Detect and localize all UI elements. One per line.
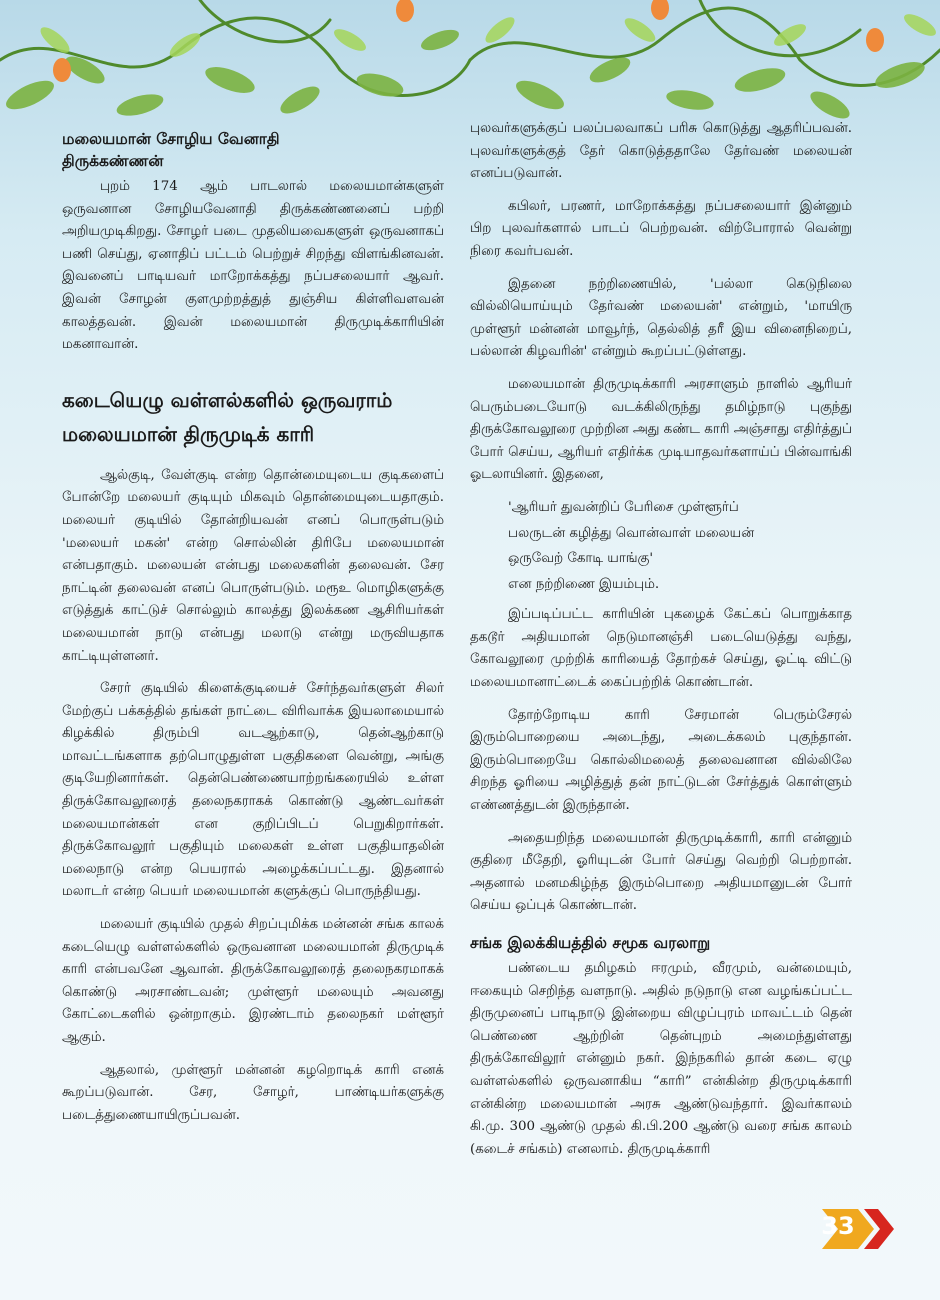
paragraph: அதையறிந்த மலையமான் திருமுடிக்காரி, காரி என்னும் குதிரை மீதேறி, ஓரியுடன் போர் செய்து வெற்றி பெற்றான். அதனால் மனமகிழ்ந்த இரும்பொறை அதியமானுடன் போர் செய்ய ஒப்புக் கொண்டான்.: [470, 830, 852, 914]
page-number: 33: [821, 1212, 855, 1240]
paragraph: ஆல்குடி, வேள்குடி என்ற தொன்மையுடைய குடிகளைப் போன்றே மலையர் குடியும் மிகவும் தொன்மையுடையதாகும். மலையர் குடியில் தோன்றியவன் எனப் பொருள்படும் 'மலையர் மகன்' என்ற சொல்லின் திரிபே மலையமான் என்பதாகும். மலையன் என்பது மலைகளின் தலைவன். சேர நாட்டின் தலைவன் எனப் பொருள்படும். மரூஉ மொழிகளுக்கு எடுத்துக் காட்டுச் சொல்லும் காலத்து இலக்கண ஆசிரியர்கள் மலையமான் நாடு என்பது மலாடு என்று மருவியதாக காட்டியுள்ளனர்.: [62, 467, 444, 664]
main-title: கடையெழு வள்ளல்களில் ஒருவராம் மலையமான் திருமுடிக் காரி: [62, 387, 393, 446]
paragraph: மலையமான் திருமுடிக்காரி அரசாளும் நாளில் ஆரியர் பெரும்படையோடு வடக்கிலிருந்து தமிழ்நாடு புகுந்து திருக்கோவலூரை முற்றின அது கண்ட காரி அஞ்சாது எதிர்த்துப் போர் செய்ய, ஆரியர் எதிர்க்க முடியாதவர்களாய்ப் பின்வாங்கி ஓடலாயினர். இதனை,: [470, 376, 852, 483]
paragraph: தோற்றோடிய காரி சேரமான் பெரும்சேரல் இரும்பொறையை அடைந்து, அடைக்கலம் புகுந்தான். இரும்பொறையே கொல்லிமலைத் தலைவனான வில்லிலே சிறந்த ஓரியை அழித்துத் தன் நாட்டுடன் சேர்த்துக் கொள்ளும் எண்ணத்துடன் இருந்தான்.: [470, 707, 852, 814]
paragraph: சேரர் குடியில் கிளைக்குடியைச் சேர்ந்தவர்களுள் சிலர் மேற்குப் பக்கத்தில் தங்கள் நாட்டை விரிவாக்க இயலாமையால் கிழக்கில் திரும்பி வடஆற்காடு, தென்ஆற்காடு மாவட்டங்களாக தற்பொழுதுள்ள பகுதிகளை வென்று, அங்கு குடியேறினார்கள். தென்பெண்ணையாற்றங்கரையில் உள்ள திருக்கோவலூரைத் தலைநகராகக் கொண்டு ஆண்டவர்கள் மலையமான்கள் என குறிப்பிடப் பெறுகிறார்கள். திருக்கோவலூர் பகுதியும் மலைகள் உள்ள பகுதியாதலின் மலைநாடு என்ற பெயரால் அழைக்கப்பட்டது. இதனால் மலாடர் என்ற பெயர் மலையமான் களுக்குப் பொருந்தியது.: [62, 681, 444, 900]
section-title-cholia-venathi: மலையமான் சோழிய வேனாதி திருக்கண்ணன்: [62, 130, 280, 170]
section-title-social-history: சங்க இலக்கியத்தில் சமூக வரலாறு: [470, 934, 711, 952]
paragraph: இதனை நற்றிணையில், 'பல்லா கெடுநிலை வில்லியொய்யும் தேர்வண் மலையன்' என்றும், 'மாயிரு முள்ளூர் மன்னன் மாவூர்ந், தெல்லித் தரீ இய வினைநிறைப், பல்லான் கிழவரின்' என்றும் கூறப்பட்டுள்ளது.: [470, 276, 852, 360]
page-number-badge: [818, 1207, 904, 1251]
paragraph: கபிலர், பரணர், மாறோக்கத்து நப்பசலையார் இன்னும் பிற புலவர்களால் பாடப் பெற்றவன். விற்போரால் வென்று நிரை கவர்பவன்.: [470, 198, 852, 259]
paragraph: ஆதலால், முள்ளூர் மன்னன் கழறொடிக் காரி எனக் கூறப்படுவான். சேர, சோழர், பாண்டியர்களுக்கு படைத்துணையாயிருப்பவன்.: [62, 1062, 444, 1123]
quote-line: பலருடன் கழித்து வொன்வாள் மலையன்: [508, 525, 755, 541]
quote-line: ஒருவேற் கோடி யாங்கு': [508, 551, 654, 567]
quote-line: 'ஆரியர் துவன்றிப் பேரிசை முள்ளூர்ப்: [508, 499, 739, 515]
left-column: [62, 128, 444, 1137]
paragraph: புறம் 174 ஆம் பாடலால் மலையமான்களுள் ஒருவனான சோழியவேனாதி திருக்கண்ணனைப் பற்றி அறியமுடிகிறது. சோழர் படை முதலியவைகளுள் ஒருவனாகப் பணி செய்து, ஏனாதிப் பட்டம் பெற்றுச் சிறந்து விளங்கினவன். இவனைப் பாடியவர் மாறோக்கத்து நப்பசலையார் ஆவர். இவன் சோழன் குளமுற்றத்துத் துஞ்சிய கிள்ளிவளவன் காலத்தவன். இவன் மலையமான் திருமுடிக்காரியின் மகனாவான்.: [62, 179, 444, 353]
paragraph: புலவர்களுக்குப் பலப்பலவாகப் பரிசு கொடுத்து ஆதரிப்பவன். புலவர்களுக்குத் தேர் கொடுத்ததாலே தேர்வண் மலையன் எனப்படுவான்.: [470, 121, 852, 182]
paragraph: இப்படிப்பட்ட காரியின் புகழைக் கேட்கப் பொறுக்காத தகடூர் அதியமான் நெடுமானஞ்சி படையெடுத்து வந்து, கோவலூரை முற்றிக் காரியைத் தோற்கச் செய்து, ஓட்டி விட்டு மலையமானாட்டைக் கைப்பற்றிக் கொண்டான்.: [470, 607, 852, 691]
right-column: [470, 118, 852, 1171]
paragraph: பண்டைய தமிழகம் ஈரமும், வீரமும், வன்மையும், ஈகையும் செறிந்த வளநாடு. அதில் நடுநாடு என வழங்கப்பட்ட திருமுனைப் பாடிநாடு இன்றைய விழுப்புரம் மாவட்டம் தென் பெண்ணை ஆற்றின் தென்புறம் அமைந்துள்ளது திருக்கோவிலூர் என்னும் நகர். இந்நகரில் தான் கடை ஏழு வள்ளல்களில் ஒருவனாகிய “காரி” என்கின்ற திருமுடிக்காரி என்கின்ற மலையமான் அரசு ஆண்டுவந்தார். இவர்காலம் கி.மு. 300 ஆண்டு முதல் கி.பி.200 ஆண்டு வரை சங்க காலம் (கடைச் சங்கம்) எனலாம். திருமுடிக்காரி: [470, 961, 852, 1157]
paragraph: மலையர் குடியில் முதல் சிறப்புமிக்க மன்னன் சங்க காலக் கடையெழு வள்ளல்களில் ஒருவனான மலையமான் திருமுடிக் காரி என்பவனே ஆவான். திருக்கோவலூரைத் தலைநகரமாகக் கொண்டு அரசாண்டவன்; முள்ளூர் மலையும் அவனது கோட்டைகளில் ஒன்றாகும். இரண்டாம் தலைநகர் மள்ளூர் ஆகும்.: [62, 917, 444, 1045]
quote-line: என நற்றிணை இயம்பும்.: [508, 576, 660, 592]
